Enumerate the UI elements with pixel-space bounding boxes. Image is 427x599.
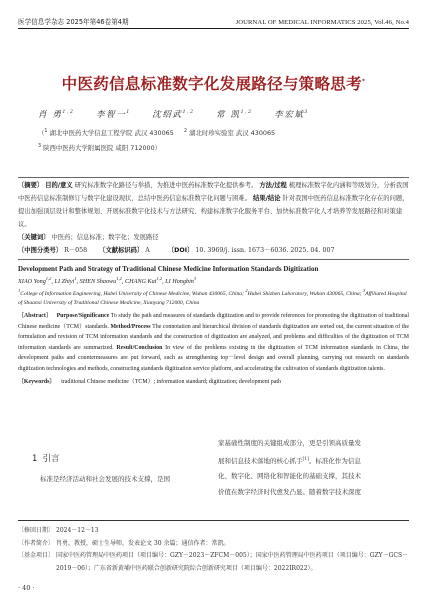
page-number: · 40 · [18,584,35,592]
article-metadata [18,520,409,575]
chinese-abstract [18,177,409,260]
intro-line-4: 价值在数字经济时代愈发凸显。随着数字技术深度 [218,487,361,496]
english-keywords: 〔Keywords〕 traditional Chinese medicine（TCM）; information standard; digitization; development path [18,379,281,386]
author-list [38,108,407,120]
intro-line-2: 展和信息技术落地的核心抓手[1]。标准化作为信息 [218,456,361,465]
article-title [0,72,427,94]
english-affiliations: $^1$College of Information Engineering, Hubei University of Chinese Medicine, Wuhan 430065, China; $^2$Hubei Shizhen Laboratory, Wuhan 430065, China; $^3$Affiliated Hospital of Shaanxi University of Traditional Chinese Medicine, Xianyang 712000, China [18,288,407,307]
affiliations [38,125,408,155]
author-2: 李智一$^1$ [96,110,131,120]
received-date-row: 〔修回日期〕 2024－12－13 [18,527,99,534]
author-1: 肖 勇$^{1,2}$ [38,110,75,120]
english-abstract-block [18,265,409,385]
intro-line-3: 化、数字化、网络化和智能化的基础支撑，其技术 [218,472,361,481]
journal-name-cn: 医学信息学杂志 2025年第46卷第4期 [18,18,129,26]
intro-line-1: 家基础性制度的关键组成部分，更是引领高质量发 [218,439,361,447]
cn-classification: 〔中图分类号〕 R－058 〔文献标识码〕 A 〔DOI〕 10. 3969/j. issn. 1673－6036. 2025. 04. 007 [18,244,409,260]
affiliation-2: $^2$ 湖北时珍实验室 武汉 430065 [184,129,276,138]
article-title-text: 中医药信息标准数字化发展路径与策略思考 [61,75,362,93]
funding-row: 〔基金项目〕 国家中医药管理局中医药项目（项目编号：GZY－2023－ZFCM－005）；国家中医药管理局中医药项目（项目编号：GZY－GCS－2019－06）；广东省新黄埔中医药联合创新研究院综合创新研究项目（项目编号：2022IR022）。 [18,552,409,572]
running-header [18,6,409,29]
english-abstract: 〔Abstract〕 Purpose/Significance To study the path and measures of standards digitization and to provide references for promoting the digitization of traditional Chinese medicine（TCM）standards. Method/Process The connotation and hierarchical division of standards digitization are sorted out, the current situation of the formulation and revision of TCM information standards and the construction of digitization are analyzed, and problems and difficulties of the digitization of TCM information standards are summarized. Result/Conclusion In view of the problems existing in the digitization of TCM information standards in China, the development paths and countermeasures are put forward, such as strengthening top－level design and overall planning, carrying out research on standards digitization technologies and methods, constructing standards digitization service platform, and accelerating the cultivation of standards digitization talents. [18,312,410,372]
english-title: Development Path and Strategy of Traditional Chinese Medicine Information Standards Digitization [18,265,319,273]
affiliation-3: $^3$ 陕西中医药大学附属医院 咸阳 712000） [38,144,162,153]
author-5: 李宏斌$^3$ [274,110,309,120]
section-heading: 1 引言 [32,453,60,463]
title-footnote-mark: * [361,77,366,85]
intro-paragraph-start: 标准是经济活动和社会发展的技术支撑，是国 [40,475,170,483]
author-bio-row: 〔作者简介〕 肖勇，教授，硕士生导师，发表论文 30 余篇；通信作者：常凯。 [18,539,230,547]
body-right-column [218,436,408,501]
english-authors: XIAO Yong$^{1,2}$, LI Zhiyi$^1$, SHEN Shaowu$^{1,2}$, CHANG Kai$^{1,2}$, LI Hongbin$^3$ [18,276,197,286]
cn-keywords: 〔关键词〕 中医药；信息标准；数字化；发展路径 [18,234,159,241]
author-3: 沈绍武$^{1,2}$ [152,110,195,120]
citation-ref[interactable]: [1] [302,456,309,462]
body-left-column [18,452,208,483]
affiliation-1: （$^1$ 湖北中医药大学信息工程学院 武汉 430065 [38,129,174,138]
journal-name-en: JOURNAL OF MEDICAL INFORMATICS 2025, Vol.46, No.4 [235,19,409,26]
cn-abstract-body: 〔摘要〕 目的/意义 研究标准数字化路径与举措，为推进中医药标准数字化提供参考。 方法/过程 梳理标准数字化内涵和等级划分，分析我国中医药信息标准制修订与数字化建设现状，总结中医药信息标准数字化问题与困难。 结果/结论 针对我国中医药信息标准数字化存在的问题，提出加强顶层设计和整体规划、开展标准数字化技术与方法研究、构建标准数字化服务平台、加快标准数字化人才培养等发展路径和对策建议。 [18,182,409,228]
author-4: 常 凯$^{1,2}$ [216,110,253,120]
